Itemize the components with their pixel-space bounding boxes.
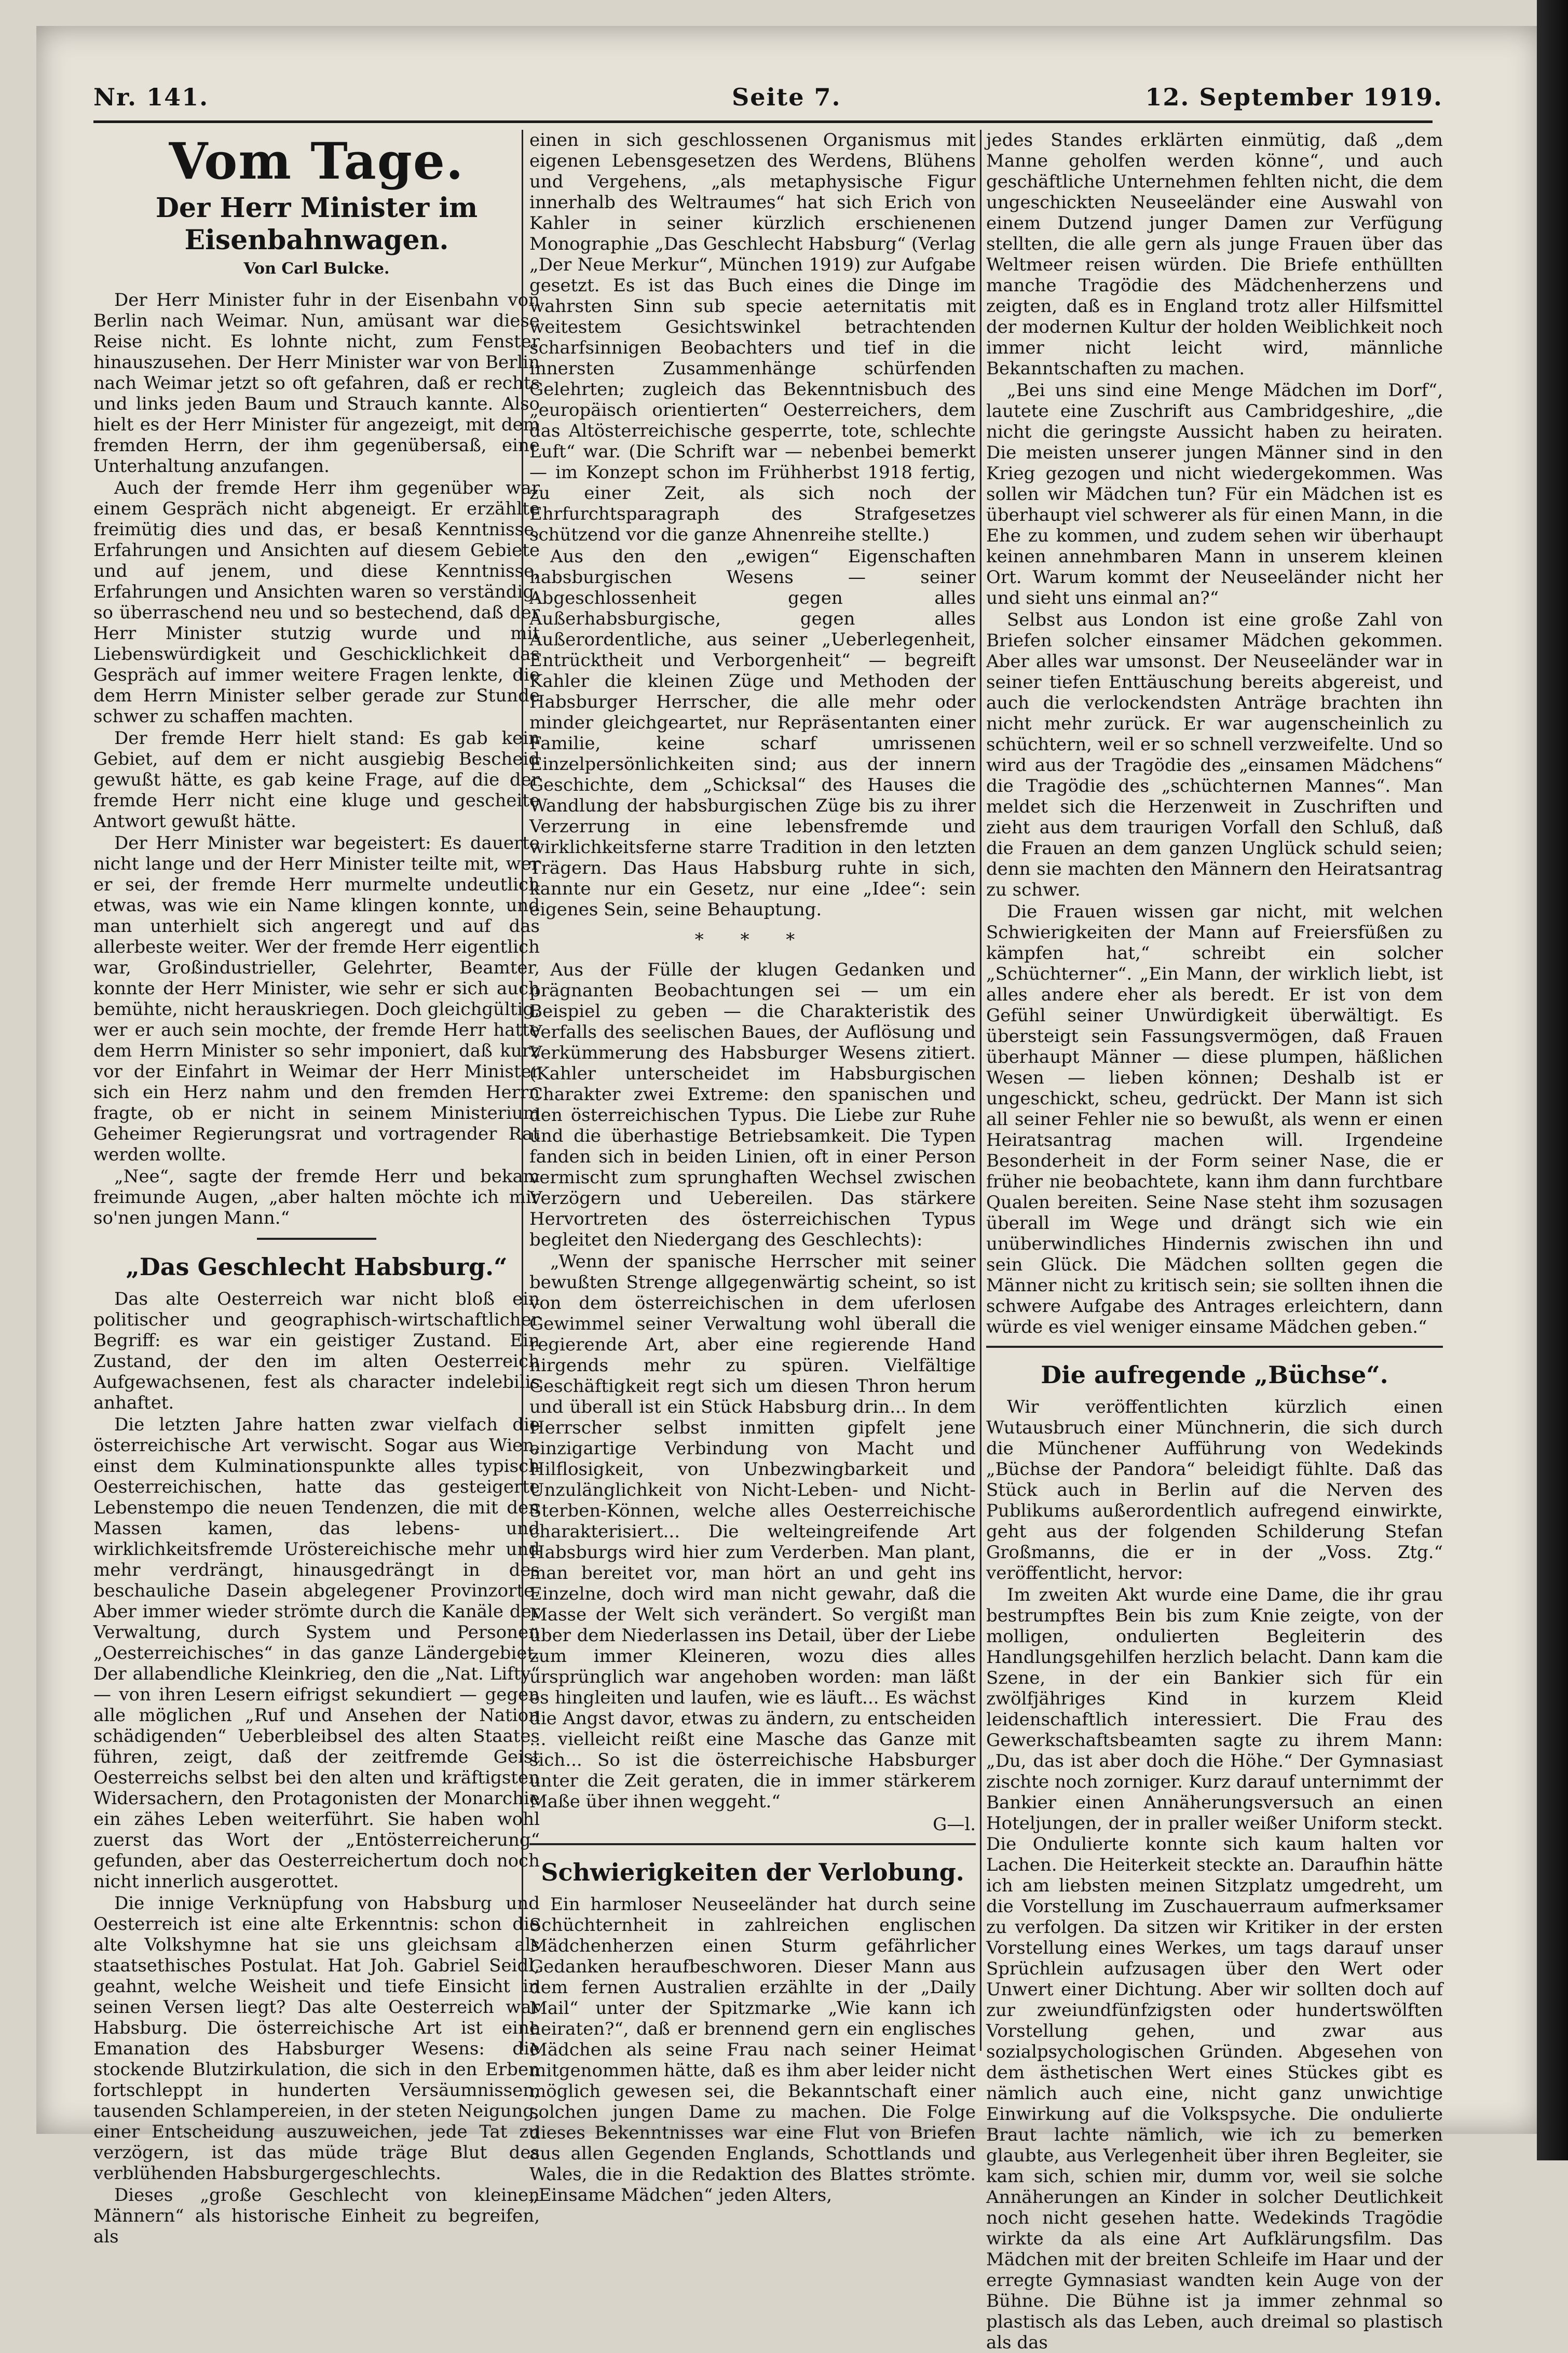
paragraph: einen in sich geschlossenen Organismus mit eigenen Lebensgesetzen des Werdens, Blühens und Vergehens, „als metaphysische Figur innerhalb des Weltraumes“ hat sich Erich von Kahler in seiner kürzlich erschienenen Monographie „Das Geschlecht Habsburg“ (Verlag „Der Neue Merkur“, München 1919) zur Aufgabe gesetzt. Es ist das Buch eines die Dinge im wahrsten Sinn sub specie aeternitatis mit weitestem Gesichtswinkel betrachtenden scharfsinnigen Beobachters und tief in die innersten Zusammenhänge schürfenden Gelehrten; zugleich das Bekenntnisbuch des „europäisch orientierten“ Oesterreichers, dem das Altösterreichische gesperrte, tote, schlechte Luft“ war. (Die Schrift war — nebenbei bemerkt — im Konzept schon im Frühherbst 1918 fertig, zu einer Zeit, als sich noch der Ehrfurchtsparagraph des Strafgesetzes schützend vor die ganze Ahnenreihe stellte.) — [529, 130, 976, 545]
paragraph: Das alte Oesterreich war nicht bloß ein politischer und geographisch-wirtschaftlicher Begriff: es war ein geistiger Zustand. Ein Zustand, der den im alten Oesterreich Aufgewachsenen, fest als character indelebilis anhaftet. — [93, 1289, 540, 1413]
scan-edge — [1537, 0, 1568, 2160]
article-title: Die aufregende „Büchse“. — [1041, 1361, 1388, 1389]
paragraph: Der fremde Herr hielt stand: Es gab kein Gebiet, auf dem er nicht ausgiebig Bescheid gewußt hätte, es gab keine Frage, auf die der fremde Herr nicht eine kluge und gescheite Antwort gewußt hätte. — [93, 728, 540, 832]
paragraph: Im zweiten Akt wurde eine Dame, die ihr grau bestrumpftes Bein bis zum Knie zeigte, von der molligen, ondulierten Begleiterin des Handlungsgehilfen herzlich belacht. Dann kam die Szene, in der ein Bankier sich für ein zwölfjähriges Kind in kurzem Kleid leidenschaftlich interessiert. Die Frau des Gewerkschaftsbeamten sagte zu ihrem Mann: „Du, das ist aber doch die Höhe.“ Der Gymnasiast zischte noch zorniger. Kurz darauf unternimmt der Bankier einen Annäherungsversuch an einen Hoteljungen, der in praller weißer Uniform steckt. Die Ondulierte konnte sich kaum halten vor Lachen. Die Heiterkeit steckte an. Daraufhin hätte ich am liebsten meinen Sitzplatz umgedreht, um die Vorstellung im Zuschauerraum aufmerksamer zu verfolgen. Da sitzen wir Kritiker in der ersten Vorstellung eines Werkes, um tags darauf unser Sprüchlein aufzusagen über den Wert oder Unwert einer Dichtung. Aber wir sollten doch auf zur zweiundfünfzigsten oder hundertswölften Vorstellung gehen, und zwar aus sozialpsychologischen Gründen. Abgesehen von dem ästhetischen Wert eines Stückes gibt es nämlich auch eine, nicht ganz unwichtige Einwirkung auf die Volkspsyche. Die ondulierte Braut lachte nämlich, wie ich zu bemerken glaubte, aus Verlegenheit über ihren Begleiter, sie kam sich, schien mir, dumm vor, weil sie solche Annäherungen an Kinder in solcher Deutlichkeit noch nicht gesehen hatte. Wedekinds Tragödie wirkte da als eine Art Aufklärungsfilm. Das Mädchen mit der breiten Schleife im Haar und der erregte Gymnasiast wandten kein Auge von der Bühne. Die Bühne ist ja immer zehnmal so plastisch als das Leben, auch dreimal so plastisch als das — [986, 1585, 1443, 2353]
paragraph: Auch der fremde Herr ihm gegenüber war einem Gespräch nicht abgeneigt. Er erzählte freimütig dies und das, er besaß Kenntnisse, Erfahrungen und Ansichten auf diesem Gebiete und auf jenem, und diese Kenntnisse, Erfahrungen und Ansichten waren so verständig, so überraschend neu und so bestechend, daß der Herr Minister stutzig wurde und mit Liebenswürdigkeit und Geschicklichkeit das Gespräch auf immer weitere Fragen lenkte, die dem Herrn Minister selber gerade zur Stunde schwer zu schaffen machten. — [93, 478, 540, 727]
article-title: „Das Geschlecht Habsburg.“ — [126, 1253, 508, 1281]
section-stars: * * * — [694, 929, 811, 950]
paragraph: Der Herr Minister war begeistert: Es dauerte nicht lange und der Herr Minister teilte mit, wer er sei, der fremde Herr murmelte undeutlich etwas, was wie ein Name klingen konnte, und man unterhielt sich angeregt und auf das allerbeste weiter. Wer der fremde Herr eigentlich war, Großindustrieller, Gelehrter, Beamter, konnte der Herr Minister, wie sehr er sich auch bemühte, nicht herauskriegen. Doch gleichgültig, wer er auch sein mochte, der fremde Herr hatte dem Herrn Minister so sehr imponiert, daß kurz vor der Einfahrt in Weimar der Herr Minister sich ein Herz nahm und den fremden Herrn fragte, ob er nicht in seinem Ministerium Geheimer Regierungsrat und vortragender Rat werden wollte. — [93, 833, 540, 1165]
paragraph: Ein harmloser Neuseeländer hat durch seine Schüchternheit in zahlreichen englischen Mädchenherzen einen Sturm gefährlicher Gedanken heraufbeschworen. Dieser Mann aus dem fernen Australien erzählte in der „Daily Mail“ unter der Spitzmarke „Wie kann ich heiraten?“, daß er brennend gern ein englisches Mädchen als seine Frau nach seiner Heimat mitgenommen hätte, daß es ihm aber leider nicht möglich gewesen sei, die Bekanntschaft einer solchen jungen Dame zu machen. Die Folge dieses Bekenntnisses war eine Flut von Briefen aus allen Gegenden Englands, Schottlands und Wales, die in die Redaktion des Blattes strömte. „Einsame Mädchen“ jeden Alters, — [529, 1894, 976, 2206]
paragraph: „Nee“, sagte der fremde Herr und bekam freimunde Augen, „aber halten möchte ich mir so'nen jungen Mann.“ — [93, 1166, 540, 1228]
page-header — [62, 78, 1443, 119]
paragraph: Dieses „große Geschlecht von kleinen Männern“ als historische Einheit zu begreifen, als — [93, 2185, 540, 2247]
article-byline: Von Carl Bulcke. — [243, 260, 390, 278]
column-divider — [980, 130, 981, 2051]
column-1 — [93, 130, 540, 2247]
issue-number: Nr. 141. — [93, 83, 209, 111]
article-separator — [257, 1238, 376, 1240]
article-separator — [986, 1346, 1443, 1348]
article-title: Schwierigkeiten der Verlobung. — [541, 1858, 964, 1886]
page-number: Seite 7. — [732, 83, 841, 111]
column-3 — [986, 130, 1443, 2353]
paragraph: Die letzten Jahre hatten zwar vielfach die österreichische Art verwischt. Sogar aus Wien, einst dem Kulminationspunkte alles typisch Oesterreichischen, hatte das gesteigerte Lebenstempo die neuen Tendenzen, die mit den Massen kamen, das lebens- und wirklichkeitsfremde Uröstereichische mehr und mehr verdrängt, hinausgedrängt in des beschauliche Dasein abgelegener Provinzorte. Aber immer wieder strömte durch die Kanäle der Verwaltung, durch System und Personen „Oesterreichisches“ in das ganze Ländergebiet. Der allabendliche Kleinkrieg, den die „Nat. Lifty“ — von ihren Lesern eifrigst sekundiert — gegen alle möglichen „Ruf und Ansehen der Nation schädigenden“ Ueberbleibsel des alten Staates führen, zeigt, daß der zeitfremde Geist Oesterreichs selbst bei den alten und kräftigsten Widersachern, den Protagonisten der Monarchie ein zähes Leben weiterführt. Sie haben wohl zuerst das Wort der „Entösterreicherung“ gefunden, aber das Oesterreichertum doch noch nicht innerlich ausgerottet. — [93, 1414, 540, 1892]
article-signature: G—l. — [933, 1814, 976, 1835]
paragraph: „Wenn der spanische Herrscher mit seiner bewußten Strenge allgegenwärtig scheint, so ist von dem österreichischen in dem uferlosen Gewimmel seiner Verwaltung wohl überall die regierende Art, aber eine regierende Hand nirgends mehr zu spüren. Vielfältige Geschäftigkeit regt sich um diesen Thron herum und überall ist ein Stück Habsburg drin... In dem Herrscher selbst inmitten gipfelt jene einzigartige Verbindung von Macht und Hilflosigkeit, von Unbezwingbarkeit und Unzulänglichkeit von Nicht-Leben- und Nicht-Sterben-Können, welche alles Oesterreichische charakterisiert... Die welteingreifende Art Habsburgs wird hier zum Verderben. Man plant, man bereitet vor, man hört an und geht ins Einzelne, doch wird man nicht gewahr, daß die Masse der Welt sich verändert. So vergißt man über dem Niederlassen ins Detail, über der Liebe zum immer Kleineren, wozu dies alles ursprünglich war angehoben worden: man läßt es hingleiten und laufen, wie es läuft... Es wächst die Angst davor, etwas zu ändern, zu entscheiden ... vielleicht reißt eine Masche das Ganze mit sich... So ist die österreichische Habsburger unter die Zeit geraten, die in immer stärkerem Maße über ihnen weggeht.“ — [529, 1251, 976, 1812]
paragraph: Der Herr Minister fuhr in der Eisenbahn von Berlin nach Weimar. Nun, amüsant war diese Reise nicht. Es lohnte nicht, zum Fenster hinauszusehen. Der Herr Minister war von Berlin nach Weimar jetzt so oft gefahren, daß er rechts und links jeden Baum und Strauch kannte. Also hielt es der Herr Minister für angezeigt, mit dem fremden Herrn, der ihm gegenübersaß, eine Unterhaltung anzufangen. — [93, 290, 540, 477]
paragraph: „Bei uns sind eine Menge Mädchen im Dorf“, lautete eine Zuschrift aus Cambridgeshire, „die nicht die geringste Aussicht haben zu heiraten. Die meisten unserer jungen Männer sind in den Krieg gezogen und nicht wiedergekommen. Was sollen wir Mädchen tun? Für ein Mädchen ist es überhaupt viel schwerer als für einen Mann, in die Ehe zu kommen, und zudem sehen wir überhaupt keinen annehmbaren Mann in unserem kleinen Ort. Warum kommt der Neuseeländer nicht her und sieht uns einmal an?“ — [986, 380, 1443, 608]
paragraph: jedes Standes erklärten einmütig, daß „dem Manne geholfen werden könne“, und auch geschäftliche Unternehmen fehlten nicht, die dem ungeschickten Neuseeländer eine Auswahl von einem Dutzend junger Damen zur Verfügung stellten, die alle gern als junge Frauen über das Weltmeer reisen würden. Die Briefe enthüllten manche Tragödie des Mädchenherzens und zeigten, daß es in England trotz aller Hilfsmittel der modernen Kultur der holden Weiblichkeit noch immer nicht leicht wird, männliche Bekanntschaften zu machen. — [986, 130, 1443, 379]
paragraph: Aus der Fülle der klugen Gedanken und prägnanten Beobachtungen sei — um ein Beispiel zu geben — die Charakteristik des Verfalls des seelischen Baues, der Auflösung und Verkümmerung des Habsburger Wesens zitiert. (Kahler unterscheidet im Habsburgischen Charakter zwei Extreme: den spanischen und den österreichischen Typus. Die Liebe zur Ruhe und die überhastige Betriebsamkeit. Die Typen fanden sich in beiden Linien, oft in einer Person vermischt zum sprunghaften Wechsel zwischen Verzögern und Uebereilen. Das stärkere Hervortreten des österreichischen Typus begleitet den Niedergang des Geschlechts): — [529, 959, 976, 1250]
column-2 — [529, 130, 976, 2206]
header-rule — [93, 120, 1433, 123]
paragraph: Wir veröffentlichten kürzlich einen Wutausbruch einer Münchnerin, die sich durch die Münchener Aufführung von Wedekinds „Büchse der Pandora“ beleidigt fühlte. Daß das Stück auch in Berlin auf die Nerven des Publikums außerordentlich aufregend einwirkte, geht aus der folgenden Schilderung Stefan Großmanns, die er in der „Voss. Ztg.“ veröffentlicht, hervor: — [986, 1397, 1443, 1584]
paragraph: Die Frauen wissen gar nicht, mit welchen Schwierigkeiten der Mann auf Freiersfüßen zu kämpfen hat,“ schreibt ein solcher „Schüchterner“. „Ein Mann, der wirklich liebt, ist alles andere eher als beredt. Er ist von dem Gefühl seiner Unwürdigkeit überwältigt. Es übersteigt sein Fassungsvermögen, daß Frauen überhaupt Männer — diese plumpen, häßlichen Wesen — lieben können; Deshalb ist er ungeschickt, scheu, gedrückt. Der Mann ist sich all seiner Fehler nie so bewußt, als wenn er einen Heiratsantrag machen will. Irgendeine Besonderheit in der Form seiner Nase, die er früher nie beobachtete, kann ihm dann furchtbare Qualen bereiten. Seine Nase steht ihm sozusagen überall im Wege und drängt sich wie ein unüberwindliches Hindernis zwischen ihn und sein Glück. Die Mädchen sollten gegen die Männer nicht zu kritisch sein; sie sollten ihnen die schwere Aufgabe des Antrages erleichtern, dann würde es viel weniger einsame Mädchen geben.“ — [986, 901, 1443, 1337]
paragraph: Aus den den „ewigen“ Eigenschaften habsburgischen Wesens — seiner Abgeschlossenheit gegen alles Außerhabsburgische, gegen alles Außerordentliche, aus seiner „Ueberlegenheit, Entrücktheit und Verborgenheit“ — begreift Kahler die kleinen Züge und Methoden der Habsburger Herrscher, die alle mehr oder minder gleichgeartet, nur Repräsentanten einer Familie, keine scharf umrissenen Einzelpersönlichkeiten sind; aus der innern Geschichte, dem „Schicksal“ des Hauses die Wandlung der habsburgischen Züge bis zu ihrer Verzerrung in eine lebensfremde und wirklichkeitsferne starre Tradition in den letzten Trägern. Das Haus Habsburg ruhte in sich, kannte nur ein Gesetz, nur eine „Idee“: sein eigenes Sein, seine Behauptung. — [529, 546, 976, 920]
issue-date: 12. September 1919. — [1145, 83, 1443, 111]
article-separator — [529, 1843, 976, 1845]
article-title: Der Herr Minister im Eisenbahnwagen. — [155, 192, 478, 256]
paragraph: Die innige Verknüpfung von Habsburg und Oesterreich ist eine alte Erkenntnis: schon die alte Volkshymne hat sie uns gleichsam als staatsethisches Postulat. Hat Joh. Gabriel Seidl, geahnt, welche Weisheit und tiefe Einsicht in seinen Versen liegt? Das alte Oesterreich war Habsburg. Die österreichische Art ist eine Emanation des Habsburger Wesens: die stockende Blutzirkulation, die sich in den Erben fortschleppt in hunderten Versäumnissen, tausenden Schlampereien, in der steten Neigung, einer Entscheidung auszuweichen, jede Tat zu verzögern, ist das müde träge Blut des verblühenden Habsburgergeschlechts. — [93, 1893, 540, 2184]
paragraph: Selbst aus London ist eine große Zahl von Briefen solcher einsamer Mädchen gekommen. Aber alles war umsonst. Der Neuseeländer war in seiner tiefen Enttäuschung bereits abgereist, und auch die verlockendsten Anträge brachten ihn nicht mehr zurück. Er war augenscheinlich zu schüchtern, weil er so schnell verzweifelte. Und so wird aus der Tragödie des „einsamen Mädchens“ die Tragödie des „schüchternen Mannes“. Man meldet sich die Herzenweit in Zuschriften und zieht aus dem traurigen Vorfall den Schluß, daß die Frauen an dem ganzen Unglück schuld seien; denn sie machten den Männern den Heiratsantrag zu schwer. — [986, 610, 1443, 900]
section-title: Vom Tage. — [169, 132, 465, 191]
